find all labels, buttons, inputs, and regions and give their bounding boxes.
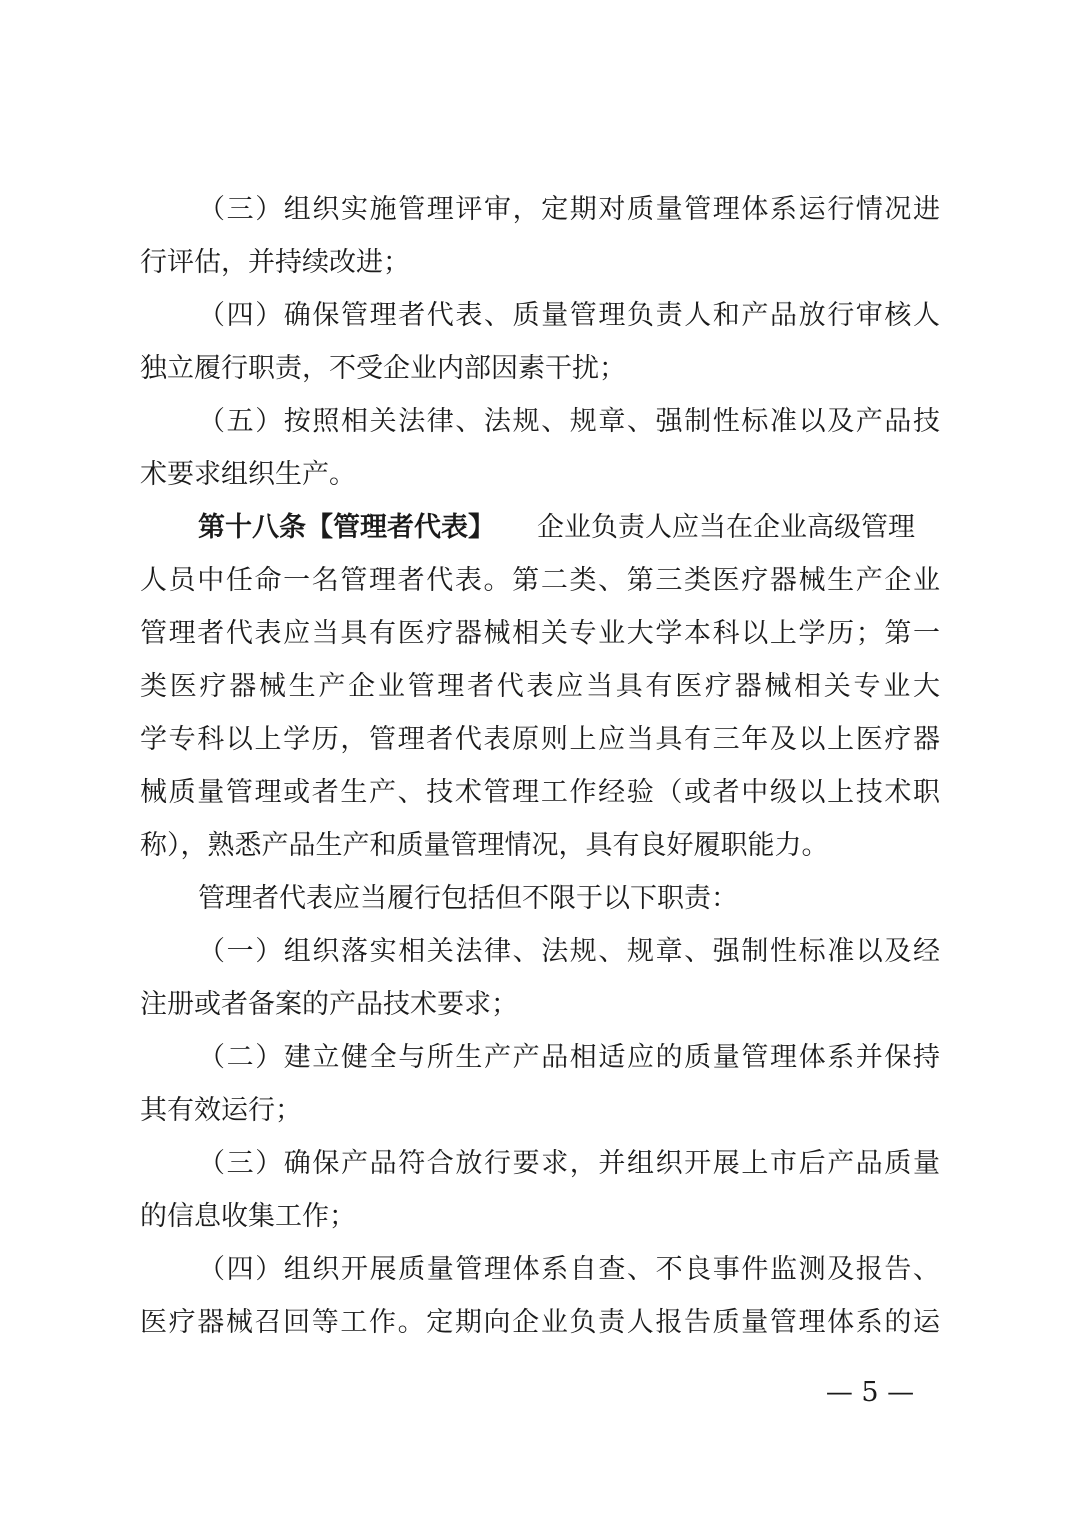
article-heading-text: 企业负责人应当在企业高级管理 <box>537 512 915 543</box>
paragraph-line: （五）按照相关法律、法规、规章、强制性标准以及产品技 <box>198 406 940 437</box>
paragraph-line: （四）组织开展质量管理体系自查、不良事件监测及报告、 <box>198 1254 940 1285</box>
paragraph-line: 称），熟悉产品生产和质量管理情况，具有良好履职能力。 <box>140 830 829 861</box>
article-heading: 第十八条【管理者代表】 <box>198 512 495 543</box>
paragraph-line: 医疗器械召回等工作。定期向企业负责人报告质量管理体系的运 <box>140 1307 940 1338</box>
paragraph-line: 其有效运行； <box>140 1095 302 1126</box>
page-number: — 5 — <box>825 1377 915 1408</box>
paragraph-line: 独立履行职责，不受企业内部因素干扰； <box>140 353 626 384</box>
paragraph-line: （三）确保产品符合放行要求，并组织开展上市后产品质量 <box>198 1148 940 1179</box>
paragraph-line: 学专科以上学历，管理者代表原则上应当具有三年及以上医疗器 <box>140 724 940 755</box>
article-heading-line <box>198 508 940 548</box>
paragraph-line: 行评估，并持续改进； <box>140 247 410 278</box>
paragraph-line: （四）确保管理者代表、质量管理负责人和产品放行审核人 <box>198 300 940 331</box>
paragraph-line: 械质量管理或者生产、技术管理工作经验（或者中级以上技术职 <box>140 777 940 808</box>
paragraph-line: （三）组织实施管理评审，定期对质量管理体系运行情况进 <box>198 194 940 225</box>
paragraph-line: 人员中任命一名管理者代表。第二类、第三类医疗器械生产企业 <box>140 565 940 596</box>
paragraph-line: 管理者代表应当具有医疗器械相关专业大学本科以上学历；第一 <box>140 618 940 649</box>
paragraph-line: 管理者代表应当履行包括但不限于以下职责： <box>198 883 738 914</box>
paragraph-line: 注册或者备案的产品技术要求； <box>140 989 518 1020</box>
paragraph-line: （二）建立健全与所生产产品相适应的质量管理体系并保持 <box>198 1042 940 1073</box>
paragraph-line: 类医疗器械生产企业管理者代表应当具有医疗器械相关专业大 <box>140 671 940 702</box>
paragraph-line: （一）组织落实相关法律、法规、规章、强制性标准以及经 <box>198 936 940 967</box>
paragraph-line: 的信息收集工作； <box>140 1201 356 1232</box>
paragraph-line: 术要求组织生产。 <box>140 459 356 490</box>
